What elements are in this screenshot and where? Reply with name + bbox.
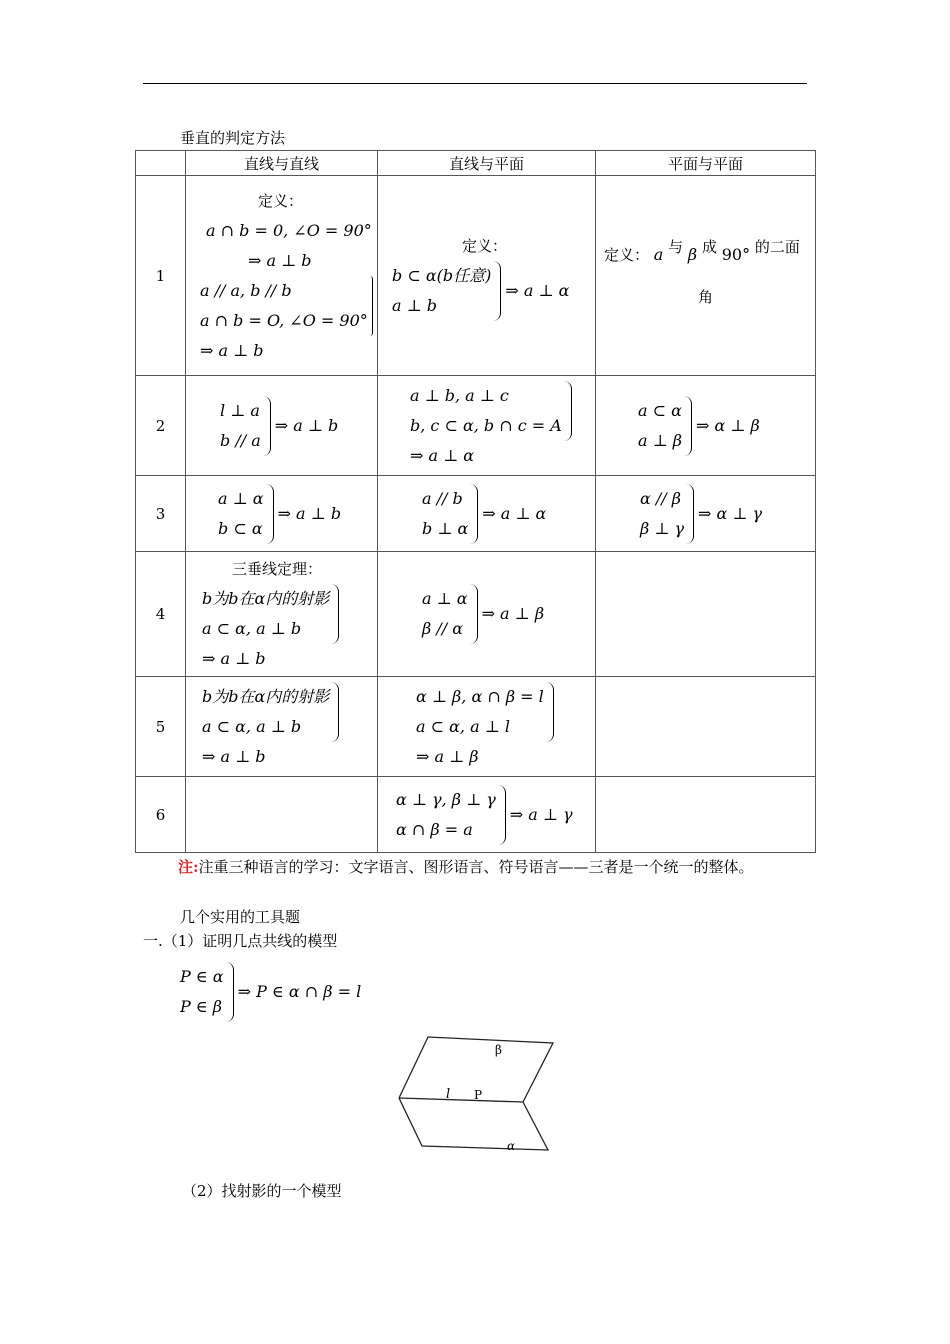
brace [684,396,692,456]
formula-line: b, c ⊂ α, b ∩ c = A [410,415,562,435]
table-row [136,476,816,552]
cell-row4-plane-plane [596,552,816,677]
formula-line: a ⊥ b, a ⊥ c [410,385,509,405]
formula-result: ⇒ α ⊥ γ [698,503,763,523]
table-row [136,376,816,476]
formula-line: a // a, b // b [200,280,292,300]
formula-line: b ⊂ α(b任意) [392,265,492,285]
brace-group [202,584,377,644]
table-header-row [136,151,816,176]
section-title: 垂直的判定方法 [180,129,286,147]
brace [266,484,274,544]
cell-row5-line-line [186,677,378,777]
brace [263,396,271,456]
formula-line: P ∈ α [180,967,224,986]
formula-result: ⇒ a ⊥ b [202,649,266,668]
row-number: 6 [136,777,186,853]
formula-line: β // α [422,619,464,638]
formula-result: ⇒ a ⊥ α [410,445,475,465]
brace [331,584,339,644]
formula-line: b为b在α内的射影 [202,686,330,706]
formula-line: a ∩ b = O, ∠O = 90° [200,310,368,330]
plane-alpha-outline [399,1098,548,1150]
row-number: 1 [136,176,186,376]
word-angle: 角 [697,287,713,306]
cell-row4-line-line [186,552,378,677]
definition-label: 定义： [258,191,304,210]
formula-result: ⇒ a ⊥ b [274,415,339,435]
word-dihedral: 的二面 [754,237,800,256]
formula-result: ⇒ α ⊥ β [696,415,760,435]
cell-row5-line-plane [378,677,596,777]
cell-row1-plane-plane [596,176,816,376]
note-label: 注: [178,858,199,876]
brace [331,682,339,742]
label-beta: β [495,1043,502,1057]
formula-line: a ⊥ β [638,430,683,450]
formula-result: ⇒ a ⊥ b [277,503,342,523]
formula-line: b为b在α内的射影 [202,589,330,608]
criteria-table [135,150,816,853]
cell-row3-line-plane [378,476,596,552]
cell-row1-line-line [186,176,378,376]
formula-result: ⇒ a ⊥ β [481,604,545,623]
intersection-line [399,1098,523,1102]
row-number: 4 [136,552,186,677]
word-cheng: 成 [701,237,717,256]
formula-line: a ⊥ b [392,295,437,315]
formula-result: ⇒ a ⊥ b [202,746,266,766]
note-text: 注重三种语言的学习：文字语言、图形语言、符号语言——三者是一个统一的整体。 [198,858,754,876]
symbol-beta: β [687,244,698,264]
formula-line: a ⊥ α [422,589,468,608]
formula-line: a ⊥ α [218,488,264,508]
definition-label: 定义： [604,245,650,264]
word-yu: 与 [668,237,684,256]
item2-title: （2）找射影的一个模型 [182,1182,342,1200]
formula-result: ⇒ a ⊥ β [416,746,479,766]
brace-group [186,484,377,544]
formula-result: ⇒ a ⊥ γ [509,804,573,824]
brace-group [392,261,595,321]
header-rule [143,83,807,84]
tools-title: 几个实用的工具题 [180,908,301,926]
collinear-formula [180,962,361,1022]
cell-row6-line-line [186,777,378,853]
formula-line: a ⊂ α [638,400,682,420]
brace [564,381,572,441]
formula-line: α // β [640,488,682,508]
brace-group [186,396,377,456]
formula-result: ⇒ a ⊥ α [482,503,547,523]
brace [370,276,373,336]
brace-group [416,682,595,742]
cell-row2-line-line [186,376,378,476]
brace [546,682,554,742]
brace-group [378,785,595,845]
formula-line: a ⊂ α, a ⊥ b [202,716,302,736]
brace-group [596,396,815,456]
brace [498,785,506,845]
cell-row4-line-plane [378,552,596,677]
header-line-line: 直线与直线 [186,151,378,176]
cell-row6-plane-plane [596,777,816,853]
table-row [136,552,816,677]
brace-group [200,276,377,336]
planes-diagram [392,1028,562,1158]
label-alpha: α [507,1139,516,1153]
cell-row2-line-plane [378,376,596,476]
formula-result: ⇒ a ⊥ α [505,280,570,300]
table-row [136,777,816,853]
formula-line: a ⊂ α, a ⊥ l [416,716,510,736]
label-l: l [446,1087,451,1102]
cell-row5-plane-plane [596,677,816,777]
cell-row1-line-plane [378,176,596,376]
formula-line: α ∩ β = a [396,819,473,839]
formula-line: b // a [220,430,261,450]
angle-90: 90° [721,244,751,264]
symbol-a: a [653,244,664,264]
formula-line: b ⊥ α [422,518,469,538]
formula-result: ⇒ a ⊥ b [248,250,312,270]
formula-line: β ⊥ γ [640,518,685,538]
brace [470,484,478,544]
cell-row6-line-plane [378,777,596,853]
brace-group [378,584,595,644]
brace-group [596,484,815,544]
formula-line: α ⊥ β, α ∩ β = l [416,686,544,706]
brace [226,962,234,1022]
formula-line: a // b [422,488,463,508]
row-number: 2 [136,376,186,476]
table-row [136,677,816,777]
brace-group [410,381,595,441]
formula-line: P ∈ β [180,997,223,1016]
formula-line: a ⊂ α, a ⊥ b [202,619,302,638]
item1-title: 一.（1）证明几点共线的模型 [143,932,338,950]
header-num [136,151,186,176]
definition-label: 定义： [462,236,508,255]
formula-result: ⇒ a ⊥ b [200,340,264,360]
formula-result: ⇒ P ∈ α ∩ β = l [237,982,362,1001]
cell-row2-plane-plane [596,376,816,476]
brace [493,261,501,321]
note [178,856,754,877]
brace [686,484,694,544]
formula-line: a ∩ b = 0, ∠O = 90° [206,220,372,240]
row-number: 3 [136,476,186,552]
table-row [136,176,816,376]
brace [470,584,478,644]
row-number: 5 [136,677,186,777]
formula-line: b ⊂ α [218,518,263,538]
header-line-plane: 直线与平面 [378,151,596,176]
cell-row3-plane-plane [596,476,816,552]
brace-group [378,484,595,544]
theorem-label: 三垂线定理： [232,560,323,578]
label-p: P [474,1088,483,1102]
formula-line: l ⊥ a [220,400,260,420]
cell-row3-line-line [186,476,378,552]
header-plane-plane: 平面与平面 [596,151,816,176]
brace-group [180,962,361,1022]
formula-line: α ⊥ γ, β ⊥ γ [396,789,496,809]
brace-group [202,682,377,742]
